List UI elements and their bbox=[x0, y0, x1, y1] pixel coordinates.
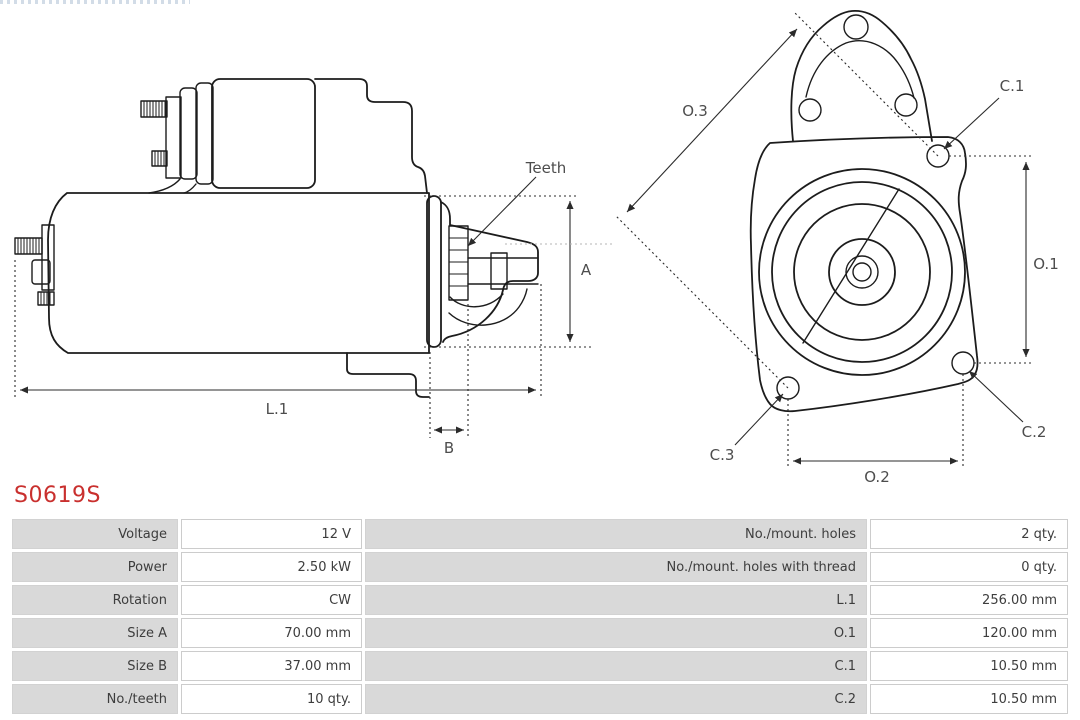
spec-label: O.1 bbox=[365, 618, 867, 648]
drive-upper-block bbox=[315, 79, 427, 193]
top-bracket-inner-arch bbox=[806, 41, 914, 98]
spec-table bbox=[9, 516, 1071, 717]
dim-b-label: B bbox=[443, 439, 455, 457]
spec-label: C.2 bbox=[365, 684, 867, 714]
spec-label: No./mount. holes bbox=[365, 519, 867, 549]
solenoid-end-plate bbox=[166, 97, 181, 178]
drive-bell-curve-2 bbox=[449, 289, 527, 325]
dim-o3-ext-c3 bbox=[616, 216, 788, 388]
face-circle-3 bbox=[794, 204, 930, 340]
solenoid-body bbox=[212, 79, 315, 188]
spec-value: 2.50 kW bbox=[181, 552, 362, 582]
teeth-label: Teeth bbox=[525, 159, 567, 177]
solenoid-stud-bottom-threads bbox=[155, 151, 164, 166]
spec-label: Rotation bbox=[12, 585, 178, 615]
spec-value: 0 qty. bbox=[870, 552, 1068, 582]
table-row bbox=[12, 651, 1068, 681]
solenoid-stud-top-threads bbox=[144, 101, 165, 117]
spec-value: 120.00 mm bbox=[870, 618, 1068, 648]
spec-value: CW bbox=[181, 585, 362, 615]
spec-label: Size A bbox=[12, 618, 178, 648]
spec-label: No./teeth bbox=[12, 684, 178, 714]
bracket-left-hole bbox=[799, 99, 821, 121]
solenoid-stud-bottom bbox=[152, 151, 167, 166]
dim-o1-label: O.1 bbox=[1033, 255, 1059, 273]
c3-label: C.3 bbox=[709, 446, 735, 464]
spec-value: 256.00 mm bbox=[870, 585, 1068, 615]
spec-label: Power bbox=[12, 552, 178, 582]
face-circle-outer bbox=[759, 169, 965, 375]
c1-label: C.1 bbox=[999, 77, 1025, 95]
body-terminal-nut bbox=[32, 260, 50, 284]
solenoid-ring-2 bbox=[180, 88, 197, 179]
body-stud-small bbox=[38, 292, 54, 305]
c2-label: C.2 bbox=[1021, 423, 1047, 441]
face-shaft-center bbox=[853, 263, 871, 281]
part-number: S0619S bbox=[14, 483, 101, 508]
table-row bbox=[12, 684, 1068, 714]
mount-hole-c2 bbox=[952, 352, 974, 374]
pinion-gear bbox=[449, 226, 468, 300]
dim-o3-ext-c1 bbox=[795, 13, 938, 156]
spec-label: No./mount. holes with thread bbox=[365, 552, 867, 582]
dim-l1-label: L.1 bbox=[265, 400, 289, 418]
motor-body-outline bbox=[48, 193, 429, 353]
face-shaft-ring bbox=[846, 256, 878, 288]
spec-label: Voltage bbox=[12, 519, 178, 549]
solenoid-foot bbox=[149, 179, 180, 193]
dim-a-label: A bbox=[580, 261, 592, 279]
front-view-drawing bbox=[616, 11, 1059, 486]
c2-leader-line bbox=[969, 371, 1023, 422]
face-circle-2 bbox=[772, 182, 952, 362]
spec-value: 10.50 mm bbox=[870, 651, 1068, 681]
spec-label: L.1 bbox=[365, 585, 867, 615]
spec-value: 70.00 mm bbox=[181, 618, 362, 648]
c1-leader-line bbox=[944, 98, 999, 149]
bracket-top-hole bbox=[844, 15, 868, 39]
pinion-gear-teeth-lines bbox=[449, 238, 468, 286]
drive-housing-outline bbox=[441, 202, 538, 342]
face-radial-line bbox=[803, 189, 899, 343]
solenoid-stud-top bbox=[141, 101, 167, 117]
table-row bbox=[12, 585, 1068, 615]
dim-o2-label: O.2 bbox=[864, 468, 890, 486]
spec-value: 2 qty. bbox=[870, 519, 1068, 549]
side-view-drawing bbox=[15, 79, 612, 457]
solenoid-foot-inner bbox=[184, 184, 196, 193]
spec-value: 12 V bbox=[181, 519, 362, 549]
spec-label: Size B bbox=[12, 651, 178, 681]
bracket-right-hole bbox=[895, 94, 917, 116]
c3-leader-line bbox=[735, 394, 783, 445]
body-stud-long-threads bbox=[18, 238, 39, 254]
front-flange-outline bbox=[751, 137, 978, 411]
dim-o3-label: O.3 bbox=[682, 102, 708, 120]
spec-value: 10.50 mm bbox=[870, 684, 1068, 714]
table-row bbox=[12, 618, 1068, 648]
spec-value: 10 qty. bbox=[181, 684, 362, 714]
dim-o3-arrow bbox=[627, 29, 797, 212]
table-row bbox=[12, 552, 1068, 582]
spec-label: C.1 bbox=[365, 651, 867, 681]
solenoid-ring-1 bbox=[196, 83, 213, 184]
spec-value: 37.00 mm bbox=[181, 651, 362, 681]
table-row bbox=[12, 519, 1068, 549]
body-stud-long bbox=[15, 238, 42, 254]
